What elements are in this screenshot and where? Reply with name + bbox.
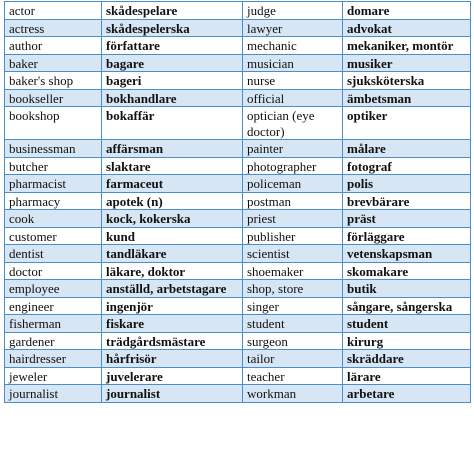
english-word-left: doctor bbox=[5, 262, 102, 280]
swedish-word-right: skomakare bbox=[343, 262, 471, 280]
table-row bbox=[5, 107, 471, 140]
english-word-left: businessman bbox=[5, 140, 102, 158]
english-word-right: postman bbox=[243, 192, 343, 210]
table-row bbox=[5, 227, 471, 245]
english-word-left: employee bbox=[5, 280, 102, 298]
english-word-left: actress bbox=[5, 19, 102, 37]
swedish-word-left: ingenjör bbox=[102, 297, 243, 315]
swedish-word-right: vetenskapsman bbox=[343, 245, 471, 263]
swedish-word-right: fotograf bbox=[343, 157, 471, 175]
swedish-word-left: hårfrisör bbox=[102, 350, 243, 368]
english-word-right: shoemaker bbox=[243, 262, 343, 280]
english-word-left: baker's shop bbox=[5, 72, 102, 90]
english-word-right: student bbox=[243, 315, 343, 333]
table-row bbox=[5, 140, 471, 158]
swedish-word-left: läkare, doktor bbox=[102, 262, 243, 280]
english-word-right: surgeon bbox=[243, 332, 343, 350]
english-word-left: butcher bbox=[5, 157, 102, 175]
english-word-right: tailor bbox=[243, 350, 343, 368]
swedish-word-left: kund bbox=[102, 227, 243, 245]
swedish-word-right: advokat bbox=[343, 19, 471, 37]
english-word-right: teacher bbox=[243, 367, 343, 385]
table-row bbox=[5, 2, 471, 20]
swedish-word-left: kock, kokerska bbox=[102, 210, 243, 228]
table-row bbox=[5, 315, 471, 333]
swedish-word-right: skräddare bbox=[343, 350, 471, 368]
english-word-right: official bbox=[243, 89, 343, 107]
table-row bbox=[5, 157, 471, 175]
english-word-left: engineer bbox=[5, 297, 102, 315]
swedish-word-right: musiker bbox=[343, 54, 471, 72]
table-row bbox=[5, 175, 471, 193]
swedish-word-left: bagare bbox=[102, 54, 243, 72]
swedish-word-left: slaktare bbox=[102, 157, 243, 175]
english-word-right: scientist bbox=[243, 245, 343, 263]
swedish-word-left: farmaceut bbox=[102, 175, 243, 193]
english-word-left: author bbox=[5, 37, 102, 55]
english-word-left: bookshop bbox=[5, 107, 102, 140]
swedish-word-left: tandläkare bbox=[102, 245, 243, 263]
english-word-right: judge bbox=[243, 2, 343, 20]
english-word-right: policeman bbox=[243, 175, 343, 193]
table-row bbox=[5, 89, 471, 107]
swedish-word-right: ämbetsman bbox=[343, 89, 471, 107]
english-word-right: nurse bbox=[243, 72, 343, 90]
table-row bbox=[5, 385, 471, 403]
swedish-word-right: lärare bbox=[343, 367, 471, 385]
swedish-word-left: trädgårdsmästare bbox=[102, 332, 243, 350]
table-row bbox=[5, 72, 471, 90]
english-word-left: baker bbox=[5, 54, 102, 72]
table-row bbox=[5, 37, 471, 55]
english-word-right: shop, store bbox=[243, 280, 343, 298]
english-word-left: pharmacist bbox=[5, 175, 102, 193]
english-word-left: hairdresser bbox=[5, 350, 102, 368]
vocabulary-table-body bbox=[5, 2, 471, 403]
english-word-left: journalist bbox=[5, 385, 102, 403]
swedish-word-right: arbetare bbox=[343, 385, 471, 403]
table-row bbox=[5, 192, 471, 210]
table-row bbox=[5, 350, 471, 368]
swedish-word-right: målare bbox=[343, 140, 471, 158]
vocabulary-table bbox=[4, 1, 471, 403]
table-row bbox=[5, 210, 471, 228]
table-row bbox=[5, 367, 471, 385]
swedish-word-right: sjuksköterska bbox=[343, 72, 471, 90]
english-word-left: bookseller bbox=[5, 89, 102, 107]
swedish-word-right: butik bbox=[343, 280, 471, 298]
swedish-word-right: präst bbox=[343, 210, 471, 228]
swedish-word-right: optiker bbox=[343, 107, 471, 140]
english-word-right: workman bbox=[243, 385, 343, 403]
swedish-word-right: kirurg bbox=[343, 332, 471, 350]
english-word-left: dentist bbox=[5, 245, 102, 263]
english-word-right: priest bbox=[243, 210, 343, 228]
swedish-word-left: juvelerare bbox=[102, 367, 243, 385]
english-word-left: pharmacy bbox=[5, 192, 102, 210]
swedish-word-left: fiskare bbox=[102, 315, 243, 333]
table-row bbox=[5, 332, 471, 350]
swedish-word-right: förläggare bbox=[343, 227, 471, 245]
swedish-word-left: bokhandlare bbox=[102, 89, 243, 107]
english-word-left: gardener bbox=[5, 332, 102, 350]
swedish-word-right: mekaniker, montör bbox=[343, 37, 471, 55]
english-word-left: actor bbox=[5, 2, 102, 20]
english-word-left: customer bbox=[5, 227, 102, 245]
swedish-word-left: affärsman bbox=[102, 140, 243, 158]
swedish-word-left: bageri bbox=[102, 72, 243, 90]
english-word-left: cook bbox=[5, 210, 102, 228]
table-row bbox=[5, 19, 471, 37]
swedish-word-right: sångare, sångerska bbox=[343, 297, 471, 315]
english-word-right: photographer bbox=[243, 157, 343, 175]
english-word-right: musician bbox=[243, 54, 343, 72]
table-row bbox=[5, 54, 471, 72]
swedish-word-right: student bbox=[343, 315, 471, 333]
table-row bbox=[5, 262, 471, 280]
english-word-right: optician (eye doctor) bbox=[243, 107, 343, 140]
english-word-right: mechanic bbox=[243, 37, 343, 55]
english-word-right: singer bbox=[243, 297, 343, 315]
english-word-left: fisherman bbox=[5, 315, 102, 333]
table-row bbox=[5, 245, 471, 263]
swedish-word-right: polis bbox=[343, 175, 471, 193]
swedish-word-right: brevbärare bbox=[343, 192, 471, 210]
swedish-word-left: journalist bbox=[102, 385, 243, 403]
swedish-word-left: apotek (n) bbox=[102, 192, 243, 210]
swedish-word-left: bokaffär bbox=[102, 107, 243, 140]
swedish-word-left: anställd, arbetstagare bbox=[102, 280, 243, 298]
swedish-word-left: skådespelare bbox=[102, 2, 243, 20]
swedish-word-left: författare bbox=[102, 37, 243, 55]
english-word-right: publisher bbox=[243, 227, 343, 245]
english-word-right: lawyer bbox=[243, 19, 343, 37]
swedish-word-left: skådespelerska bbox=[102, 19, 243, 37]
table-row bbox=[5, 280, 471, 298]
english-word-right: painter bbox=[243, 140, 343, 158]
english-word-left: jeweler bbox=[5, 367, 102, 385]
swedish-word-right: domare bbox=[343, 2, 471, 20]
table-row bbox=[5, 297, 471, 315]
